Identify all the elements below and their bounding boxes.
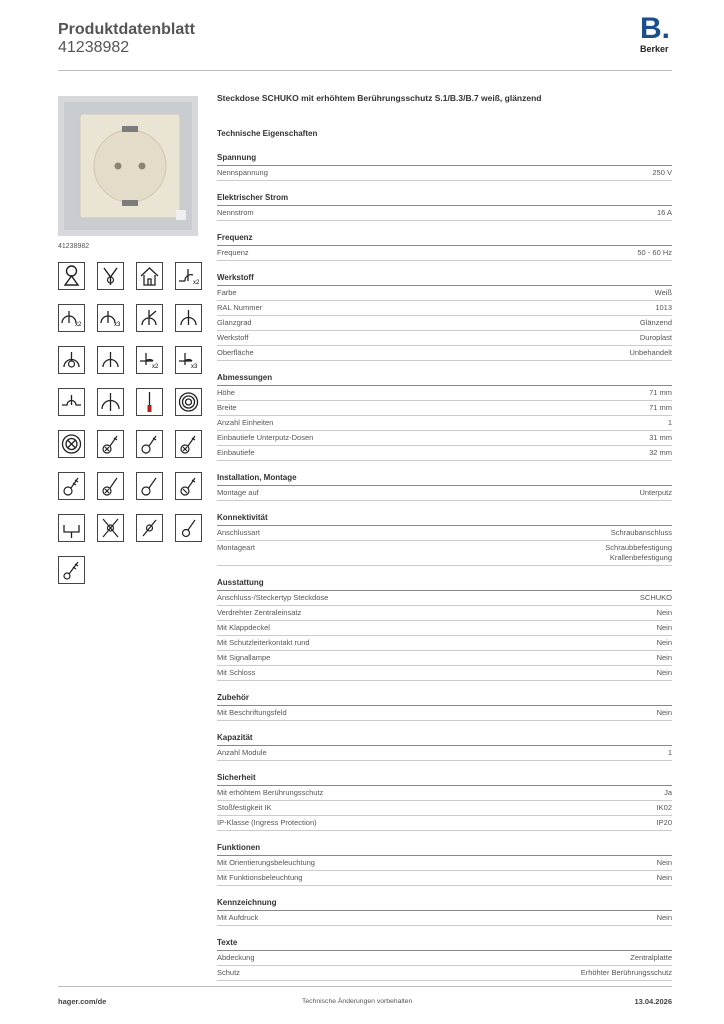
spec-row — [217, 651, 672, 666]
spec-value-line: Schraubanschluss — [610, 528, 672, 537]
spec-value — [639, 488, 672, 498]
spec-value — [611, 528, 672, 538]
spec-value — [629, 348, 672, 358]
spec-value — [657, 873, 672, 883]
spec-value-line: Nein — [656, 638, 672, 647]
spec-value-line: Nein — [656, 653, 672, 662]
spec-value-line: Erhöhter Berührungsschutz — [580, 968, 672, 977]
spec-section — [217, 733, 672, 761]
socket-x3-icon — [97, 304, 124, 332]
section-heading: Elektrischer Strom — [217, 193, 672, 206]
svg-text:x2: x2 — [75, 322, 82, 328]
spec-section — [217, 773, 672, 831]
spec-value — [657, 608, 672, 618]
spec-value-line: 50 - 60 Hz — [637, 248, 672, 257]
spec-value — [668, 418, 672, 428]
socket-single-icon — [175, 304, 202, 332]
spec-label: Stoßfestigkeit IK — [217, 803, 272, 812]
spec-row — [217, 816, 672, 831]
spec-value — [657, 803, 672, 813]
spec-value-line: Weiß — [654, 288, 672, 297]
spec-value — [649, 388, 672, 398]
spec-label: Abdeckung — [217, 953, 255, 962]
spec-label: Mit Beschriftungsfeld — [217, 708, 287, 717]
key-switch-icon — [136, 430, 163, 458]
socket-single-icon — [97, 346, 124, 374]
spec-value — [657, 818, 672, 828]
circle-cross-icon — [58, 430, 85, 458]
spec-row — [217, 856, 672, 871]
key-switch-icon — [58, 472, 85, 500]
section-heading: Ausstattung — [217, 578, 672, 591]
footer-date: 13.04.2026 — [634, 997, 672, 1006]
spec-value-line: Nein — [656, 913, 672, 922]
spec-label: Einbautiefe Unterputz-Dosen — [217, 433, 314, 442]
spec-label: Oberfläche — [217, 348, 254, 357]
spec-section — [217, 473, 672, 501]
section-heading: Funktionen — [217, 843, 672, 856]
spec-value — [649, 433, 672, 443]
spec-section — [217, 373, 672, 461]
section-heading: Zubehör — [217, 693, 672, 706]
spec-value-line: Nein — [656, 623, 672, 632]
socket-single-icon — [97, 388, 124, 416]
spec-row — [217, 786, 672, 801]
spec-label: Verdrehter Zentraleinsatz — [217, 608, 302, 617]
header-divider — [58, 70, 672, 71]
spec-section — [217, 938, 672, 981]
switch-angled-icon — [136, 304, 163, 332]
spec-label: Einbautiefe — [217, 448, 255, 457]
spec-value — [657, 653, 672, 663]
spec-value-line: SCHUKO — [639, 593, 672, 602]
spec-value — [649, 403, 672, 413]
doc-number: 41238982 — [58, 39, 130, 56]
spec-row — [217, 446, 672, 461]
spec-value — [657, 208, 672, 218]
spec-value — [655, 303, 672, 313]
spec-row — [217, 486, 672, 501]
bell-socket-icon — [58, 346, 85, 374]
spec-value-line: 1 — [667, 418, 672, 427]
spec-value-line: Glänzend — [639, 318, 672, 327]
spec-row — [217, 871, 672, 886]
spec-value — [640, 593, 672, 603]
key-switch-icon — [136, 514, 163, 542]
spec-value-line: 71 mm — [649, 403, 672, 412]
spec-label: Montage auf — [217, 488, 259, 497]
spec-label: Mit Orientierungsbeleuchtung — [217, 858, 315, 867]
spec-row — [217, 706, 672, 721]
spec-row — [217, 416, 672, 431]
key-switch-icon — [97, 430, 124, 458]
technical-heading: Technische Eigenschaften — [217, 129, 318, 138]
spec-section — [217, 233, 672, 261]
spec-row — [217, 746, 672, 761]
spec-row — [217, 316, 672, 331]
section-heading: Kapazität — [217, 733, 672, 746]
spec-value-line: Nein — [656, 873, 672, 882]
spec-value — [630, 953, 672, 963]
section-heading: Spannung — [217, 153, 672, 166]
spec-label: Anzahl Module — [217, 748, 267, 757]
spec-label: Mit Funktionsbeleuchtung — [217, 873, 303, 882]
spec-section — [217, 153, 672, 181]
spec-section — [217, 843, 672, 886]
key-switch-icon — [97, 472, 124, 500]
spec-section — [217, 273, 672, 361]
spec-row — [217, 606, 672, 621]
spec-label: Höhe — [217, 388, 235, 397]
spec-row — [217, 246, 672, 261]
spec-value-line: Ja — [664, 788, 672, 797]
spec-label: Mit Klappdeckel — [217, 623, 270, 632]
spec-value-line: 71 mm — [649, 388, 672, 397]
spec-value-line: 1013 — [655, 303, 672, 312]
spec-value — [640, 333, 672, 343]
spec-value — [581, 968, 672, 978]
section-heading: Werkstoff — [217, 273, 672, 286]
spec-value — [668, 748, 672, 758]
spec-value — [640, 318, 672, 328]
socket-x2-icon — [58, 304, 85, 332]
person-symbol-icon — [58, 262, 85, 290]
spec-label: Farbe — [217, 288, 237, 297]
section-heading: Sicherheit — [217, 773, 672, 786]
spec-label: Breite — [217, 403, 237, 412]
socket-x2b-icon — [136, 346, 163, 374]
socket-flat-icon — [58, 388, 85, 416]
spec-value — [649, 448, 672, 458]
spec-label: Nennstrom — [217, 208, 254, 217]
spec-value-line: Zentralplatte — [630, 953, 672, 962]
spec-row — [217, 966, 672, 981]
svg-text:x3: x3 — [191, 364, 198, 370]
spec-value-line: Unterputz — [639, 488, 672, 497]
spec-value-line: 1 — [667, 748, 672, 757]
spec-label: Mit erhöhtem Berührungsschutz — [217, 788, 324, 797]
spec-label: Anschlussart — [217, 528, 260, 537]
spec-label: IP-Klasse (Ingress Protection) — [217, 818, 317, 827]
spec-value-line: Nein — [656, 668, 672, 677]
spec-value-line: Nein — [656, 608, 672, 617]
spec-table — [217, 93, 672, 981]
svg-text:x3: x3 — [114, 322, 121, 328]
key-switch-icon — [175, 472, 202, 500]
spec-value-line: Duroplast — [639, 333, 672, 342]
house-symbol-icon — [136, 262, 163, 290]
section-heading: Abmessungen — [217, 373, 672, 386]
fuse-icon — [136, 388, 163, 416]
spec-row — [217, 331, 672, 346]
spec-value-line: Nein — [656, 708, 672, 717]
logo-name: Berker — [640, 44, 669, 54]
spec-value — [657, 638, 672, 648]
spec-row — [217, 346, 672, 361]
spec-section — [217, 693, 672, 721]
spec-section — [217, 898, 672, 926]
spec-value — [657, 668, 672, 678]
spec-value — [655, 288, 672, 298]
spec-section — [217, 193, 672, 221]
section-heading: Konnektivität — [217, 513, 672, 526]
spec-row — [217, 286, 672, 301]
spec-label: Schutz — [217, 968, 240, 977]
spec-row — [217, 541, 672, 566]
spec-label: Anschluss-/Steckertyp Steckdose — [217, 593, 329, 602]
spec-row — [217, 636, 672, 651]
socket-x2-icon — [175, 262, 202, 290]
socket-x3b-icon — [175, 346, 202, 374]
spec-value-line: 31 mm — [649, 433, 672, 442]
section-heading: Installation, Montage — [217, 473, 672, 486]
switch-symbol-icon — [97, 262, 124, 290]
spec-label: Frequenz — [217, 248, 249, 257]
spec-row — [217, 301, 672, 316]
spec-value-line: Krallenbefestigung — [609, 553, 672, 562]
cross-switch-icon — [97, 514, 124, 542]
spec-value — [657, 623, 672, 633]
spec-value-line: 16 A — [656, 208, 672, 217]
footer-site-link[interactable]: hager.com/de — [58, 997, 107, 1006]
spec-row — [217, 206, 672, 221]
spec-row — [217, 621, 672, 636]
footer-note: Technische Änderungen vorbehalten — [302, 998, 413, 1005]
footer-divider — [58, 986, 672, 987]
spec-label: Nennspannung — [217, 168, 268, 177]
spec-value — [664, 788, 672, 798]
section-heading: Texte — [217, 938, 672, 951]
spec-row — [217, 951, 672, 966]
spec-value — [657, 858, 672, 868]
section-heading: Kennzeichnung — [217, 898, 672, 911]
key-switch-icon — [175, 514, 202, 542]
spec-value-line: IP20 — [656, 818, 672, 827]
spec-label: Anzahl Einheiten — [217, 418, 274, 427]
spec-section — [217, 578, 672, 681]
key-switch-icon — [58, 556, 85, 584]
product-code: 41238982 — [58, 243, 90, 250]
berker-logo — [640, 12, 674, 56]
spec-value-line: 250 V — [652, 168, 672, 177]
spec-row — [217, 386, 672, 401]
spec-section — [217, 513, 672, 566]
key-switch-icon — [175, 430, 202, 458]
product-title: Steckdose SCHUKO mit erhöhtem Berührungsschutz S.1/B.3/B.7 weiß, glänzend — [217, 93, 542, 103]
svg-text:x2: x2 — [193, 280, 200, 286]
spec-row — [217, 801, 672, 816]
target-icon — [175, 388, 202, 416]
spec-label: RAL Nummer — [217, 303, 263, 312]
section-heading: Frequenz — [217, 233, 672, 246]
doc-title: Produktdatenblatt — [58, 21, 195, 38]
svg-text:x2: x2 — [152, 364, 159, 370]
spec-label: Mit Schutzleiterkontakt rund — [217, 638, 310, 647]
spec-row — [217, 666, 672, 681]
spec-label: Mit Schloss — [217, 668, 256, 677]
spec-row — [217, 591, 672, 606]
spec-label: Montageart — [217, 543, 255, 552]
spec-value — [657, 708, 672, 718]
spec-row — [217, 401, 672, 416]
spec-value-line: Nein — [656, 858, 672, 867]
spec-value-line: Schraubbefestigung — [605, 543, 672, 552]
spec-row — [217, 526, 672, 541]
socket-plug-icon — [58, 514, 85, 542]
spec-value-line: 32 mm — [649, 448, 672, 457]
spec-label: Glanzgrad — [217, 318, 252, 327]
spec-row — [217, 911, 672, 926]
spec-label: Mit Signallampe — [217, 653, 271, 662]
spec-label: Werkstoff — [217, 333, 249, 342]
spec-value — [637, 248, 672, 258]
spec-label: Mit Aufdruck — [217, 913, 259, 922]
spec-value — [605, 543, 672, 563]
spec-value-line: Unbehandelt — [629, 348, 672, 357]
spec-value-line: IK02 — [656, 803, 672, 812]
product-image — [58, 96, 198, 236]
logo-letter: B. — [640, 12, 670, 45]
spec-row — [217, 431, 672, 446]
key-switch-icon — [136, 472, 163, 500]
spec-value — [652, 168, 672, 178]
spec-value — [657, 913, 672, 923]
spec-row — [217, 166, 672, 181]
spec-sections — [217, 153, 672, 981]
